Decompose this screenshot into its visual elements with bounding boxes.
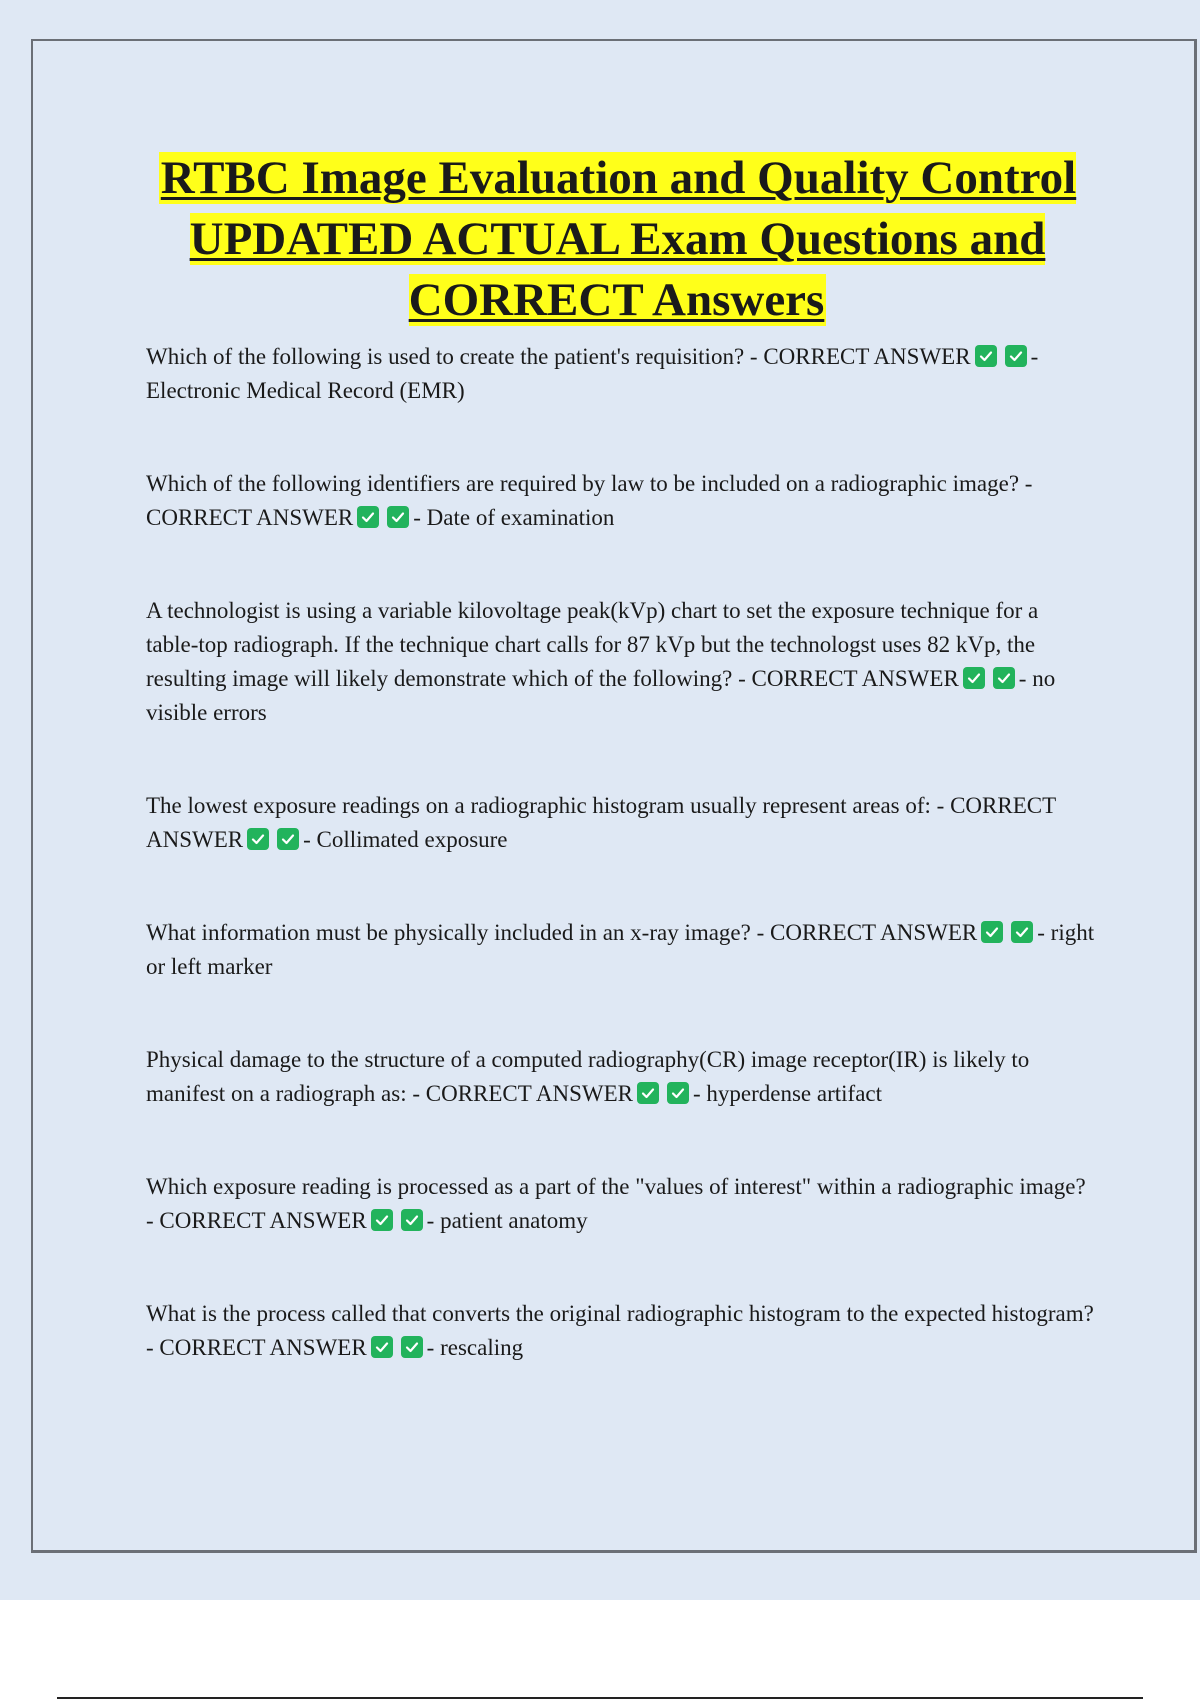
answer-text: - Collimated exposure — [303, 827, 508, 852]
check-mark-icon — [371, 1209, 393, 1231]
qa-item — [146, 1297, 1096, 1365]
correct-answer-label: CORRECT ANSWER — [146, 505, 354, 530]
check-mark-icon — [993, 667, 1015, 689]
qa-list — [146, 340, 1096, 1424]
qa-item — [146, 340, 1096, 408]
answer-text: - patient anatomy — [426, 1208, 588, 1233]
correct-answer-label: CORRECT ANSWER — [159, 1335, 367, 1360]
answer-text: - no visible errors — [146, 666, 1056, 725]
question-text: What information must be physically included in an x-ray image? - — [146, 920, 765, 945]
answer-text: - hyperdense artifact — [693, 1081, 883, 1106]
check-mark-icon — [387, 506, 409, 528]
qa-item — [146, 916, 1096, 984]
question-text: What is the process called that converts the original radiographic histogram to the expected histogram? - — [146, 1301, 1094, 1360]
qa-item — [146, 467, 1096, 535]
check-mark-icon — [637, 1082, 659, 1104]
question-text: Physical damage to the structure of a computed radiography(CR) image receptor(IR) is likely to manifest on a radiograph as: - — [146, 1047, 1030, 1106]
document-title — [150, 148, 1085, 331]
qa-item — [146, 1043, 1096, 1111]
check-mark-icon — [357, 506, 379, 528]
check-mark-icon — [1011, 921, 1033, 943]
check-mark-icon — [371, 1336, 393, 1358]
check-mark-icon — [667, 1082, 689, 1104]
correct-answer-label: CORRECT ANSWER — [146, 793, 1056, 852]
check-mark-icon — [981, 921, 1003, 943]
check-mark-icon — [975, 345, 997, 367]
correct-answer-label: CORRECT ANSWER — [425, 1081, 633, 1106]
question-text: Which of the following is used to create the patient's requisition? - — [146, 344, 758, 369]
correct-answer-label: CORRECT ANSWER — [159, 1208, 367, 1233]
correct-answer-label: CORRECT ANSWER — [751, 666, 959, 691]
qa-item — [146, 789, 1096, 857]
correct-answer-label: CORRECT ANSWER — [770, 920, 978, 945]
answer-text: - right or left marker — [146, 920, 1095, 979]
check-mark-icon — [401, 1209, 423, 1231]
check-mark-icon — [247, 828, 269, 850]
answer-text: - Electronic Medical Record (EMR) — [146, 344, 1039, 403]
check-mark-icon — [1005, 345, 1027, 367]
question-text: Which of the following identifiers are required by law to be included on a radiographic image? - — [146, 471, 1033, 496]
question-text: Which exposure reading is processed as a part of the "values of interest" within a radiographic image? - — [146, 1174, 1086, 1233]
correct-answer-label: CORRECT ANSWER — [763, 344, 971, 369]
check-mark-icon — [277, 828, 299, 850]
check-mark-icon — [963, 667, 985, 689]
qa-item — [146, 1170, 1096, 1238]
check-mark-icon — [401, 1336, 423, 1358]
bottom-rule — [57, 1697, 1143, 1699]
question-text: The lowest exposure readings on a radiographic histogram usually represent areas of: - — [146, 793, 945, 818]
answer-text: - Date of examination — [413, 505, 615, 530]
qa-item — [146, 594, 1096, 730]
question-text: A technologist is using a variable kilovoltage peak(kVp) chart to set the exposure technique for a table-top radiograph. If the technique chart calls for 87 kVp but the technologst uses 82 kVp, the resulting image will likely demonstrate which of the following? - — [146, 598, 1039, 691]
answer-text: - rescaling — [426, 1335, 524, 1360]
document-title-text: RTBC Image Evaluation and Quality Control UPDATED ACTUAL Exam Questions and CORRECT Answers — [160, 152, 1077, 326]
